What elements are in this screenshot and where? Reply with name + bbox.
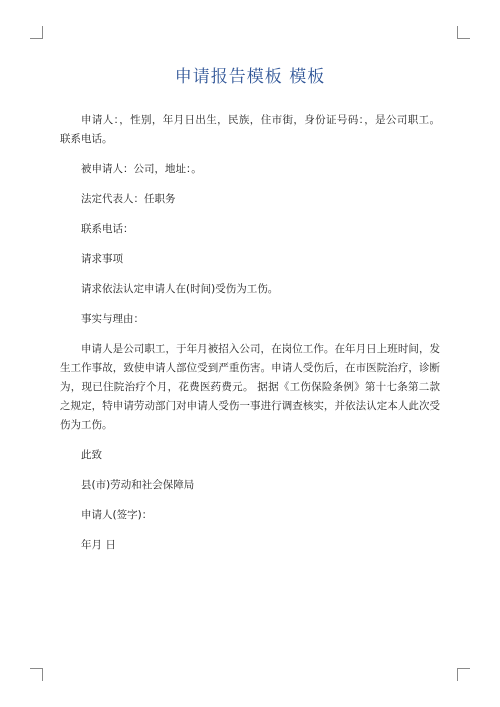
salutation-paragraph: 此致 (81, 449, 102, 461)
respondent-info-paragraph: 被申请人：公司，地址：。 (81, 163, 202, 175)
date-line: 年月 日 (81, 539, 116, 551)
recipient-paragraph: 县(市)劳动和社会保障局 (81, 479, 195, 491)
request-items-paragraph: 请求依法认定申请人在(时间)受伤为工伤。 (81, 283, 279, 295)
legal-representative-paragraph: 法定代表人：任职务 (81, 193, 176, 205)
page-corner-mark-top-left (30, 26, 43, 39)
document-body (60, 111, 440, 555)
facts-reasons-paragraph: 申请人是公司职工，于年月被招入公司，在岗位工作。在年月日上班时间，发生工作事故，致使申请人部位受到严重伤害。申请人受伤后，在市医院治疗，诊断为，现已住院治疗个月，花费医药费元。 据据《工伤保险条例》第十七条第二款之规定，特申请劳动部门对申请人受伤一事进行调查核实，并依法认定本人此次受伤为工伤。 (60, 343, 440, 431)
page-corner-mark-bottom-left (30, 668, 43, 681)
document-title: 申请报告模板 模板 (174, 67, 326, 87)
applicant-info-paragraph: 申请人：，性别，年月日出生，民族，住市街，身份证号码：，是公司职工。 联系电话。 (60, 114, 440, 145)
signature-line: 申请人(签字)： (81, 509, 153, 521)
request-items-heading: 请求事项 (81, 253, 123, 265)
facts-reasons-heading: 事实与理由： (81, 313, 144, 325)
page-corner-mark-top-right (457, 26, 470, 39)
page-corner-mark-bottom-right (457, 668, 470, 681)
contact-phone-paragraph: 联系电话： (81, 223, 134, 235)
